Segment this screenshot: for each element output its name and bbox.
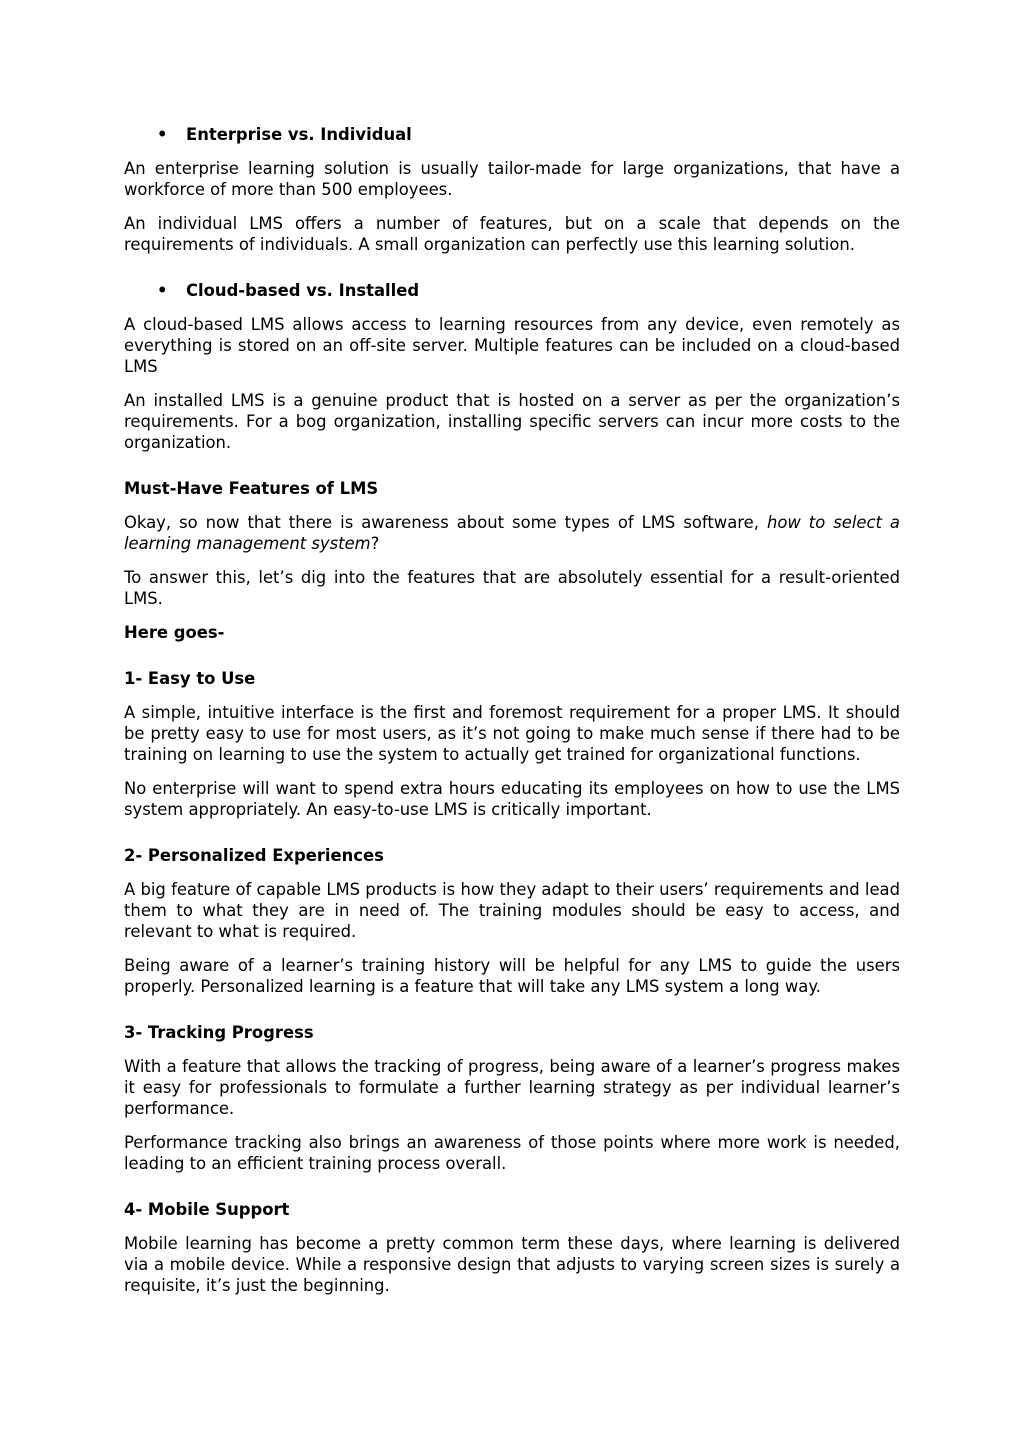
feature-1-paragraph-1: A simple, intuitive interface is the first and foremost requirement for a proper LMS. It should be pretty easy to use for most users, as it’s not going to make much sense if there had to be training on learning to use the system to actually get trained for organizational functions. — [124, 703, 900, 764]
feature-4-paragraph-1: Mobile learning has become a pretty common term these days, where learning is delivered via a mobile device. While a responsive design that adjusts to varying screen sizes is surely a requisite, it’s just the beginning. — [124, 1234, 900, 1295]
must-have-paragraph-2: To answer this, let’s dig into the features that are absolutely essential for a result-oriented LMS. — [124, 568, 900, 608]
feature-heading-personalized: 2- Personalized Experiences — [124, 846, 384, 865]
feature-3-paragraph-2: Performance tracking also brings an awareness of those points where more work is needed, leading to an efficient training process overall. — [124, 1133, 900, 1173]
document-page — [124, 118, 900, 1309]
bullet-heading-enterprise: Enterprise vs. Individual — [186, 125, 412, 144]
cloud-paragraph-1: A cloud-based LMS allows access to learning resources from any device, even remotely as everything is stored on an off-site server. Multiple features can be included on a cloud-based LMS — [124, 315, 900, 376]
must-have-p1-text: Okay, so now that there is awareness about some types of LMS software, — [124, 513, 767, 532]
must-have-p1-italic: how to select a learning management system — [124, 513, 900, 553]
bullet-heading-cloud: Cloud-based vs. Installed — [186, 281, 420, 300]
feature-heading-easy-to-use: 1- Easy to Use — [124, 669, 256, 688]
cloud-paragraph-2: An installed LMS is a genuine product that is hosted on a server as per the organization’s requirements. For a bog organization, installing specific servers can incur more costs to the organization. — [124, 391, 900, 452]
bullet-icon: • — [157, 281, 168, 300]
bullet-item-cloud — [124, 280, 900, 301]
must-have-paragraph-1 — [124, 512, 900, 554]
feature-1-paragraph-2: No enterprise will want to spend extra hours educating its employees on how to use the LMS system appropriately. An easy-to-use LMS is critically important. — [124, 779, 900, 819]
feature-heading-mobile: 4- Mobile Support — [124, 1200, 290, 1219]
bullet-item-enterprise — [124, 124, 900, 145]
feature-2-paragraph-1: A big feature of capable LMS products is how they adapt to their users’ requirements and lead them to what they are in need of. The training modules should be easy to access, and relevant to what is required. — [124, 880, 900, 941]
bullet-icon: • — [157, 125, 168, 144]
enterprise-paragraph-1: An enterprise learning solution is usually tailor-made for large organizations, that have a workforce of more than 500 employees. — [124, 159, 900, 199]
must-have-p1-end: ? — [370, 534, 380, 553]
feature-heading-tracking: 3- Tracking Progress — [124, 1023, 314, 1042]
enterprise-paragraph-2: An individual LMS offers a number of features, but on a scale that depends on the requirements of individuals. A small organization can perfectly use this learning solution. — [124, 214, 900, 254]
feature-2-paragraph-2: Being aware of a learner’s training history will be helpful for any LMS to guide the users properly. Personalized learning is a feature that will take any LMS system a long way. — [124, 956, 900, 996]
section-heading-must-have: Must-Have Features of LMS — [124, 479, 379, 498]
here-goes-heading: Here goes- — [124, 623, 225, 642]
feature-3-paragraph-1: With a feature that allows the tracking of progress, being aware of a learner’s progress makes it easy for professionals to formulate a further learning strategy as per individual learner’s performance. — [124, 1057, 900, 1118]
